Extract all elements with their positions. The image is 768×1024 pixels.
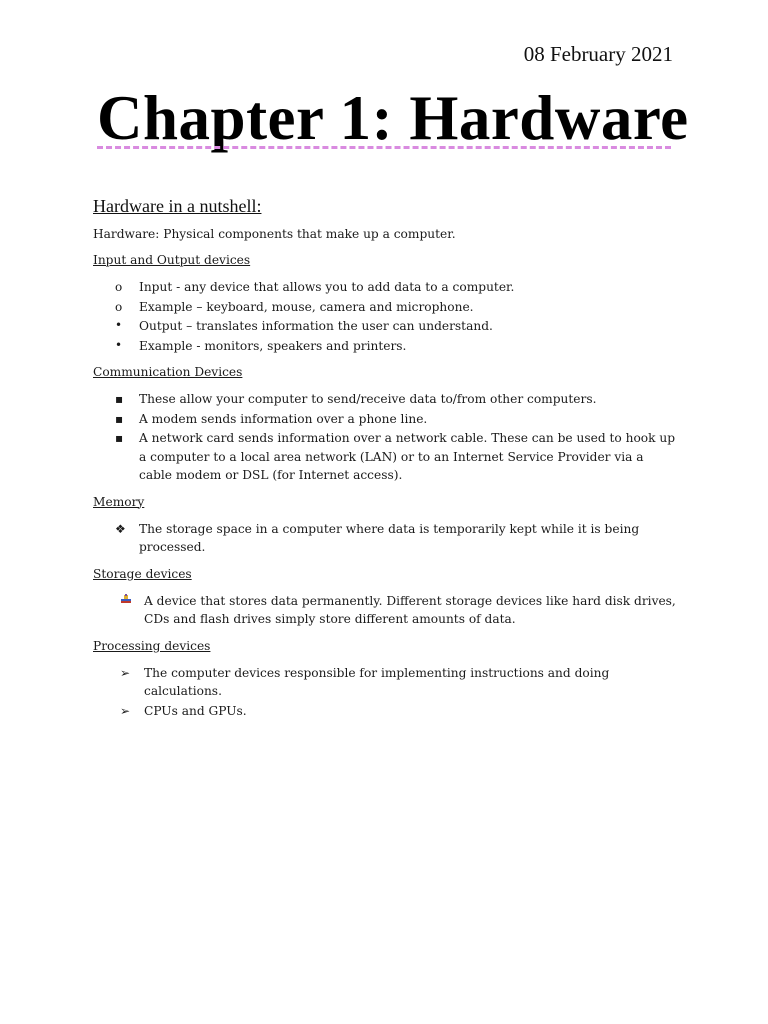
heading-storage: Storage devices xyxy=(93,566,192,581)
storage-bullet-icon xyxy=(120,592,136,611)
list-communication xyxy=(93,390,678,485)
list-item-text: A modem sends information over a phone line. xyxy=(139,411,428,426)
list-item-text: The storage space in a computer where data is temporarily kept while it is being processed. xyxy=(139,521,640,554)
heading-input-output: Input and Output devices xyxy=(93,253,251,267)
list-item-text: The computer devices responsible for implementing instructions and doing calculations. xyxy=(144,665,610,698)
heading-processing: Processing devices xyxy=(93,638,211,653)
list-item-text: Example – keyboard, mouse, camera and microphone. xyxy=(139,299,474,314)
circle-bullet-icon: o xyxy=(115,280,123,294)
heading-memory: Memory xyxy=(93,494,145,509)
list-item-text: A device that stores data permanently. Different storage devices like hard disk drives, CDs and flash drives simply store different amounts of data. xyxy=(144,593,676,626)
list-item-text: Input - any device that allows you to add data to a computer. xyxy=(139,280,515,294)
list-item xyxy=(93,702,678,721)
list-item xyxy=(93,278,678,297)
list-item-text: Output – translates information the user can understand. xyxy=(139,319,493,333)
document-body xyxy=(93,196,678,728)
intro-paragraph: Hardware: Physical components that make up a computer. xyxy=(93,227,456,241)
list-item xyxy=(93,429,678,485)
list-item xyxy=(93,390,678,409)
circle-bullet-icon: o xyxy=(115,299,123,314)
square-bullet-icon: ▪ xyxy=(115,411,124,426)
arrow-bullet-icon: ➢ xyxy=(120,665,131,680)
dot-bullet-icon: • xyxy=(115,337,123,352)
list-storage xyxy=(93,592,678,629)
list-input-output xyxy=(93,278,678,355)
list-item xyxy=(93,337,678,356)
document-date: 08 February 2021 xyxy=(523,42,673,66)
list-processing xyxy=(93,664,678,721)
list-item xyxy=(93,410,678,429)
list-item-text: CPUs and GPUs. xyxy=(144,703,247,718)
list-item-text: A network card sends information over a network cable. These can be used to hook up a computer to a local area network (LAN) or to an Internet Service Provider via a cable modem or DSL (for Internet access). xyxy=(139,431,676,482)
arrow-bullet-icon: ➢ xyxy=(120,703,131,718)
dot-bullet-icon: • xyxy=(115,318,123,332)
list-item-text: Example - monitors, speakers and printers. xyxy=(139,338,407,353)
list-item xyxy=(93,664,678,701)
list-memory xyxy=(93,520,678,557)
list-item xyxy=(93,592,678,629)
section-heading: Hardware in a nutshell: xyxy=(93,196,262,216)
square-bullet-icon: ▪ xyxy=(115,431,124,445)
list-item xyxy=(93,317,678,336)
diamond-bullet-icon: ❖ xyxy=(115,521,126,536)
spellcheck-underline xyxy=(97,146,671,149)
page-title: Chapter 1: Hardware xyxy=(97,83,689,153)
heading-communication: Communication Devices xyxy=(93,365,243,379)
list-item xyxy=(93,298,678,317)
square-bullet-icon: ▪ xyxy=(115,392,124,406)
list-item-text: These allow your computer to send/receive data to/from other computers. xyxy=(139,392,597,406)
list-item xyxy=(93,520,678,557)
